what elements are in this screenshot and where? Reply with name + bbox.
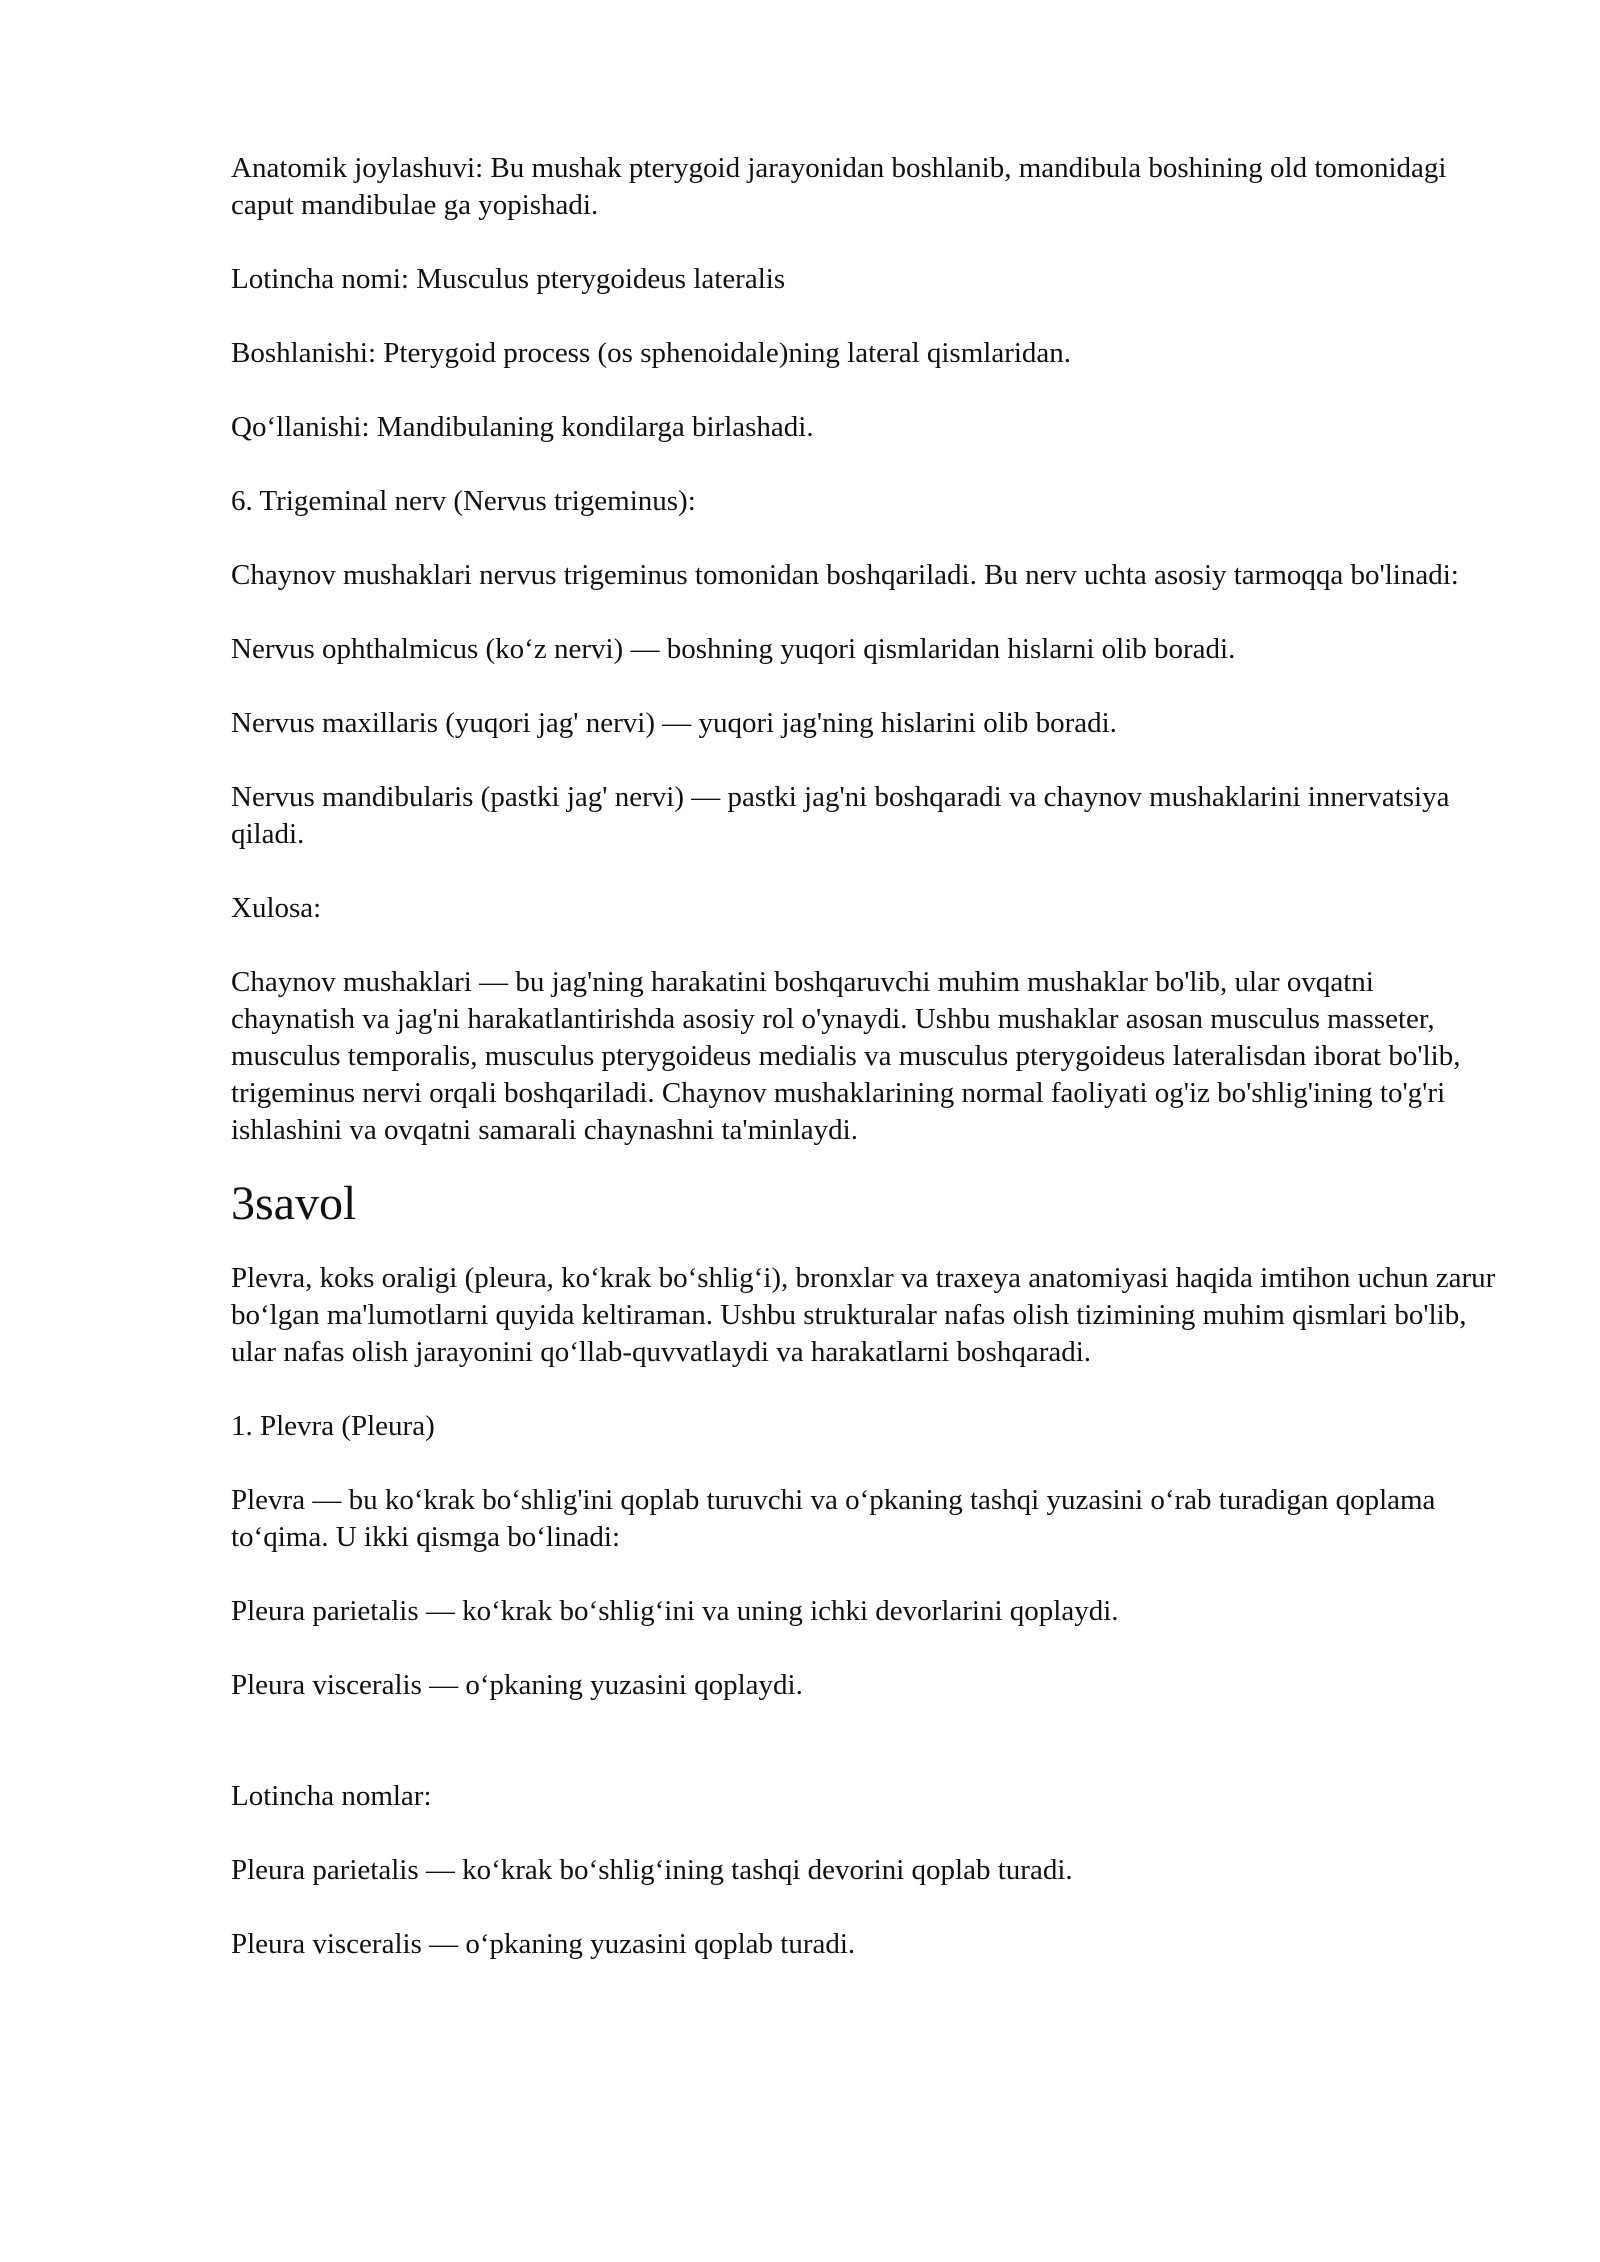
section-heading: 3savol xyxy=(231,1177,357,1230)
paragraph-latin-pleura-parietalis: Pleura parietalis — ko‘krak bo‘shlig‘ining tashqi devorini qoplab turadi. xyxy=(231,1854,1073,1886)
paragraph-plevra-title: 1. Plevra (Pleura) xyxy=(231,1410,435,1442)
paragraph-qollanishi: Qo‘llanishi: Mandibulaning kondilarga birlashadi. xyxy=(231,411,814,443)
paragraph-nervus-maxillaris: Nervus maxillaris (yuqori jag' nervi) — yuqori jag'ning hislarini olib boradi. xyxy=(231,707,1117,739)
paragraph-nervus-ophthalmicus: Nervus ophthalmicus (ko‘z nervi) — boshning yuqori qismlaridan hislarni olib boradi. xyxy=(231,633,1236,665)
paragraph-xulosa-text: Chaynov mushaklari — bu jag'ning harakatini boshqaruvchi muhim mushaklar bo'lib, ular ovqatni chaynatish va jag'ni harakatlantirishda asosiy rol o'ynaydi. Ushbu mushaklar asosan musculus masseter, musculus temporalis, musculus pterygoideus medialis va musculus pterygoideus lateralisdan iborat bo'lib, trigeminus nervi orqali boshqariladi. Chaynov mushaklarining normal faoliyati og'iz bo'shlig'ining to'g'ri ishlashini va ovqatni samarali chaynashni ta'minlaydi. xyxy=(231,966,1461,1146)
paragraph-plevra-intro: Plevra, koks oraligi (pleura, ko‘krak bo‘shlig‘i), bronxlar va traxeya anatomiyasi haqida imtihon uchun zarur bo‘lgan ma'lumotlarni quyida keltiraman. Ushbu strukturalar nafas olish tizimining muhim qismlari bo'lib, ular nafas olish jarayonini qo‘llab-quvvatlaydi va harakatlarni boshqaradi. xyxy=(231,1262,1496,1368)
paragraph-lotincha-nomlar: Lotincha nomlar: xyxy=(231,1780,432,1812)
paragraph-latin-pleura-visceralis: Pleura visceralis — o‘pkaning yuzasini qoplab turadi. xyxy=(231,1928,856,1960)
paragraph-lotincha-nomi: Lotincha nomi: Musculus pterygoideus lateralis xyxy=(231,263,786,295)
paragraph-xulosa-label: Xulosa: xyxy=(231,892,322,924)
paragraph-boshlanishi: Boshlanishi: Pterygoid process (os sphenoidale)ning lateral qismlaridan. xyxy=(231,337,1072,369)
paragraph-pleura-parietalis: Pleura parietalis — ko‘krak bo‘shlig‘ini va uning ichki devorlarini qoplaydi. xyxy=(231,1595,1119,1627)
paragraph-nervus-mandibularis: Nervus mandibularis (pastki jag' nervi) — pastki jag'ni boshqaradi va chaynov mushaklarini innervatsiya qiladi. xyxy=(231,781,1450,850)
paragraph-pleura-visceralis: Pleura visceralis — o‘pkaning yuzasini qoplaydi. xyxy=(231,1669,803,1701)
paragraph-chaynov-nerv-intro: Chaynov mushaklari nervus trigeminus tomonidan boshqariladi. Bu nerv uchta asosiy tarmoqqa bo'linadi: xyxy=(231,559,1459,591)
document-body xyxy=(231,150,1501,2000)
paragraph-plevra-definition: Plevra — bu ko‘krak bo‘shlig'ini qoplab turuvchi va o‘pkaning tashqi yuzasini o‘rab turadigan qoplama to‘qima. U ikki qismga bo‘linadi: xyxy=(231,1484,1436,1553)
paragraph-trigeminal-nerv: 6. Trigeminal nerv (Nervus trigeminus): xyxy=(231,485,696,517)
paragraph-anatomik-joylashuvi: Anatomik joylashuvi: Bu mushak pterygoid jarayonidan boshlanib, mandibula boshining old tomonidagi caput mandibulae ga yopishadi. xyxy=(231,152,1447,221)
